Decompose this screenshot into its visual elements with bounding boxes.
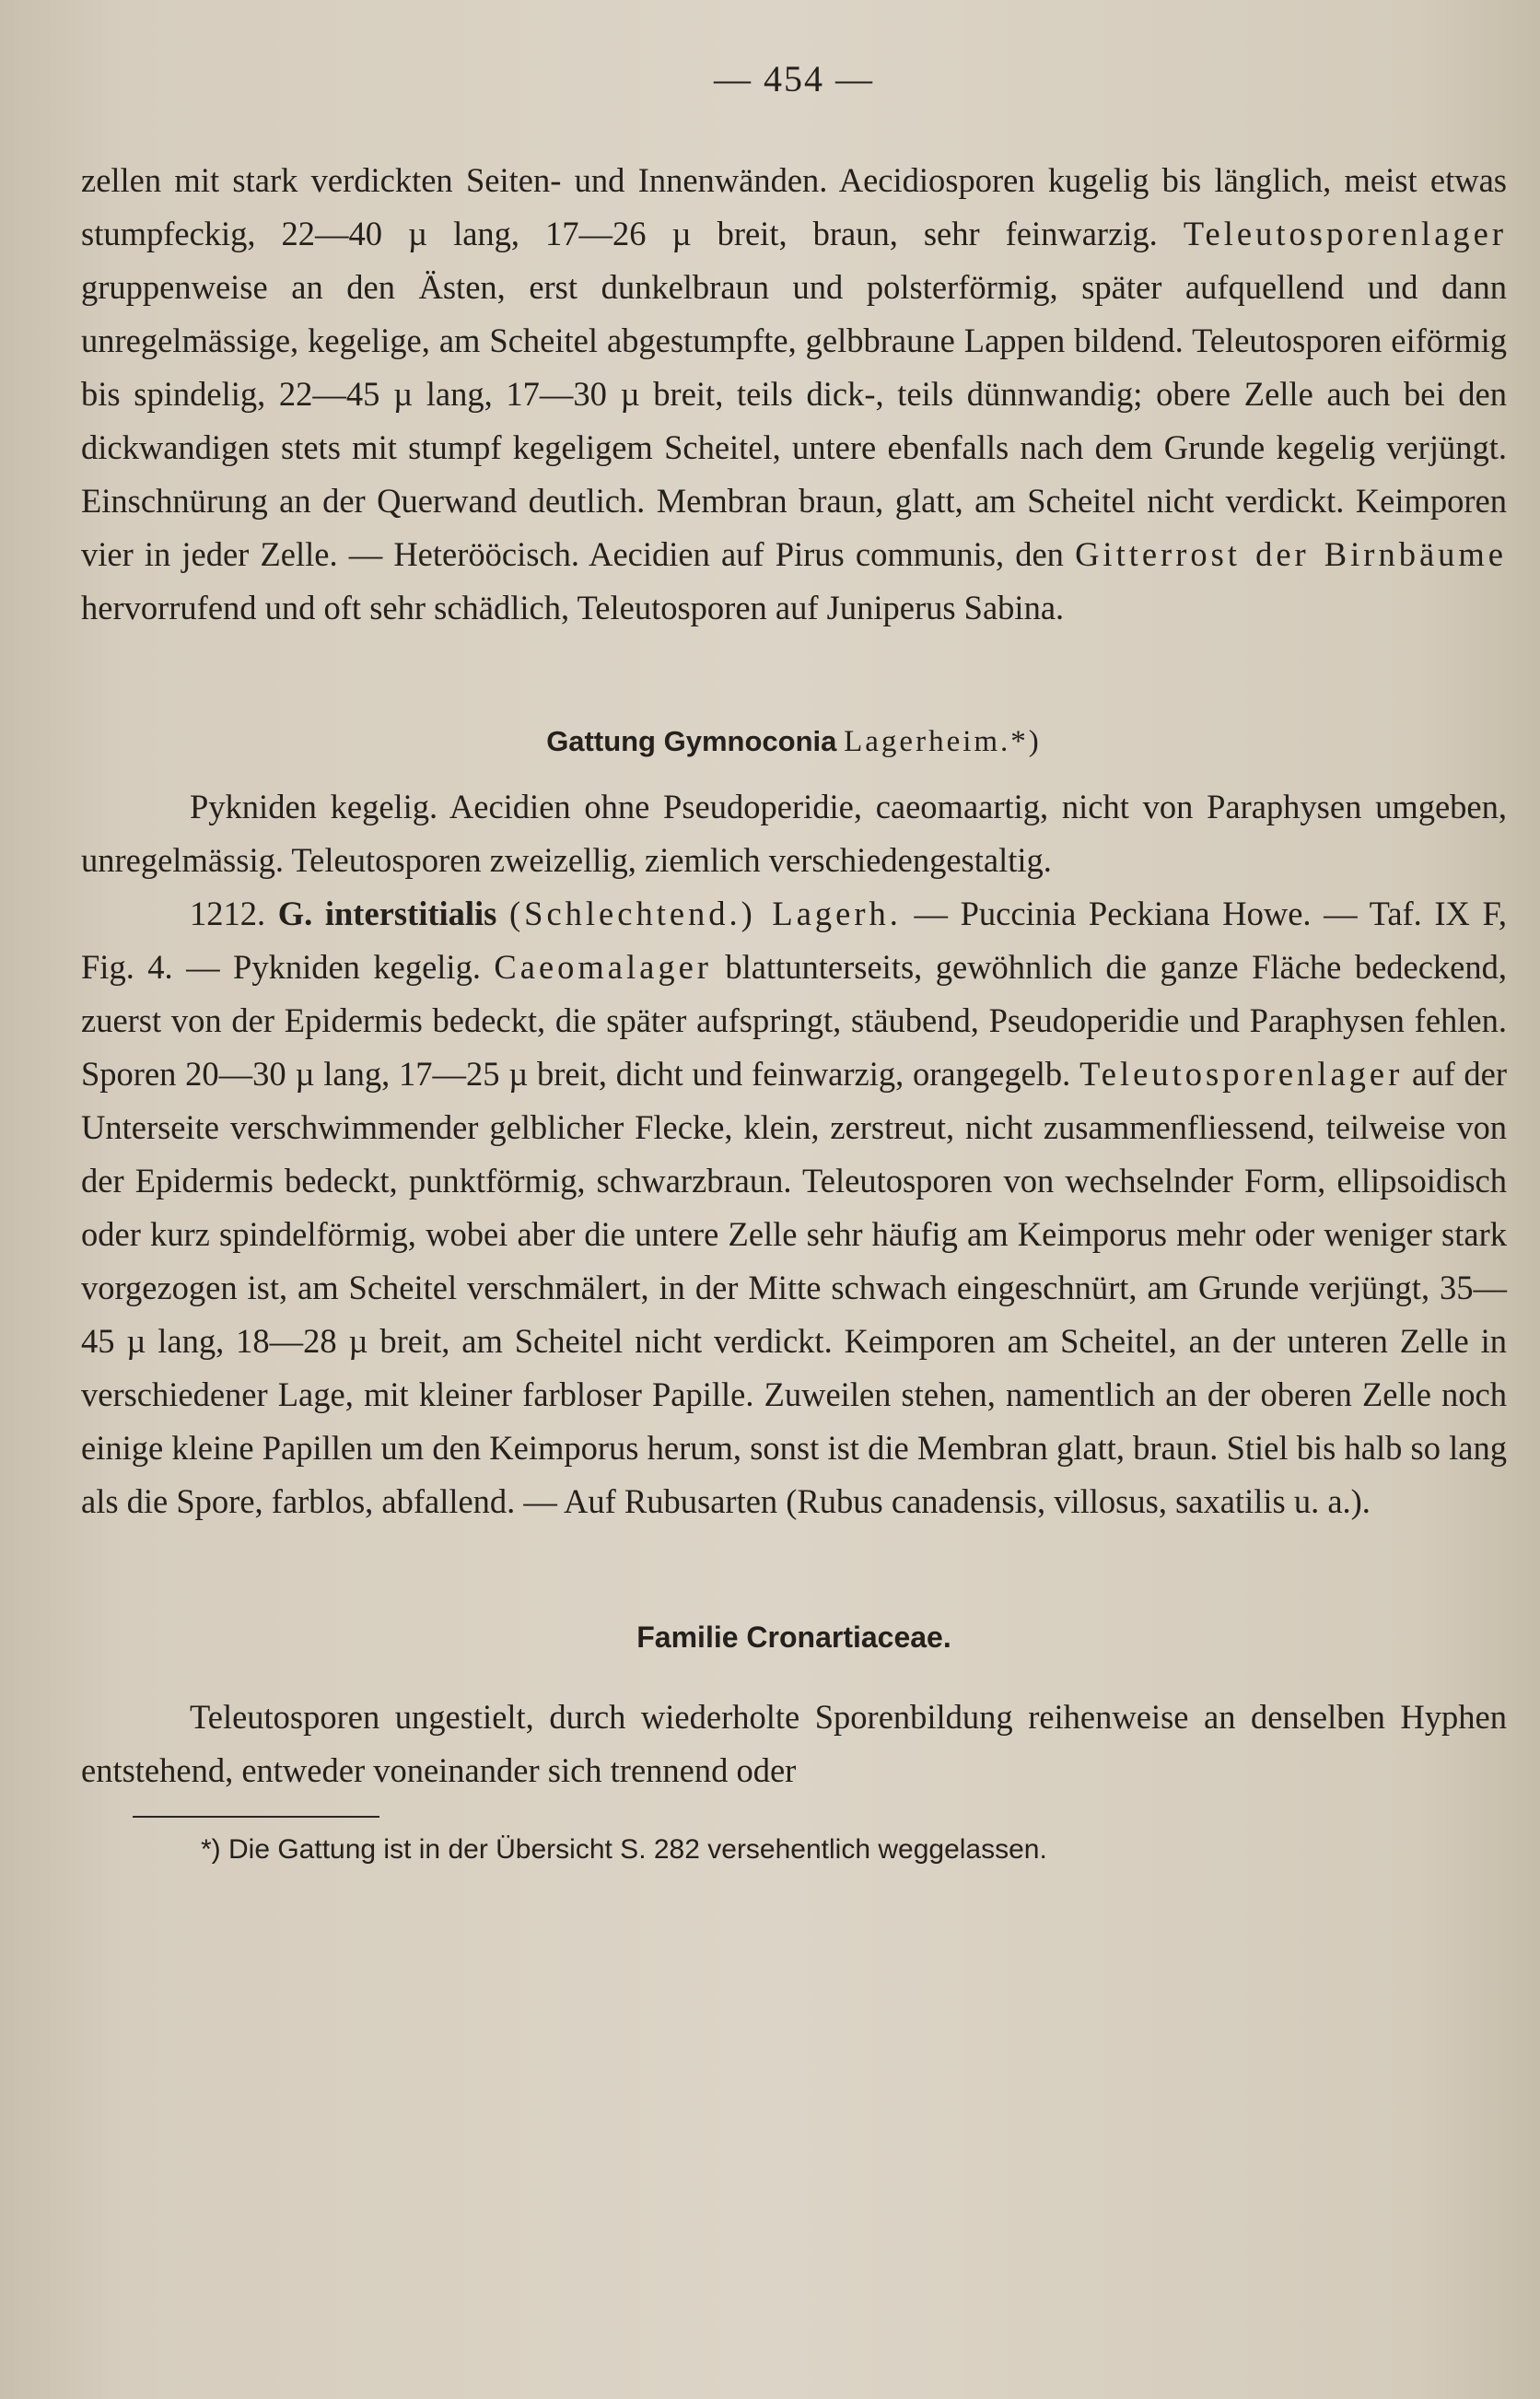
spaced-term: Gitterrost der Birnbäume (1075, 535, 1507, 573)
genus-heading-label: Gattung Gymnoconia (546, 725, 837, 757)
species-number: 1212. (190, 895, 266, 932)
species-entry (81, 887, 1507, 1528)
species-name: G. interstitialis (277, 895, 497, 932)
text-run: hervorrufend und oft sehr schädlich, Teleutosporen auf Juniperus Sabina. (81, 589, 1065, 626)
genus-heading (81, 716, 1507, 767)
text-run: — Puccinia Peckiana Howe. — Taf. IX F, Fig. 4. — Pykniden kegelig. (81, 895, 1508, 986)
genus-description: Pykniden kegelig. Aecidien ohne Pseudoperidie, caeomaartig, nicht von Paraphysen umgeben, unregelmässig. Teleutosporen zweizellig, ziemlich verschiedengestaltig. (81, 788, 1507, 879)
text-run: gruppenweise an den Ästen, erst dunkelbraun und polsterförmig, später aufquellend und dann unregelmässige, kegelige, am Scheitel abgestumpfte, gelbbraune Lappen bildend. Teleutosporen eiförmig bis spindelig, 22—45 µ lang, 17—30 µ breit, teils dick-, teils dünnwandig; obere Zelle auch bei den dickwandigen stets mit stumpf kegeligem Scheitel, untere ebenfalls nach dem Grunde kegelig verjüngt. Einschnürung an der Querwand deutlich. Membran braun, glatt, am Scheitel nicht verdickt. Keimporen vier in jeder Zelle. — Heterööcisch. Aecidien auf Pirus communis, den (81, 268, 1507, 573)
spaced-term: Teleutosporenlager (1183, 215, 1507, 252)
spaced-term: Caeomalager (494, 948, 712, 986)
page-number: — 454 — (714, 58, 874, 99)
continued-paragraph (81, 154, 1507, 635)
family-description: Teleutosporen ungestielt, durch wiederholte Sporenbildung reihenweise an denselben Hyphen entstehend, entweder voneinander sich trennend oder (81, 1698, 1507, 1789)
text-run: zellen mit stark verdickten Seiten- und Innenwänden. Aecidiosporen kugelig bis länglich, meist etwas stumpfeckig, 22—40 µ lang, 17—26 µ breit, braun, sehr feinwarzig. (81, 161, 1507, 252)
footnote: *) Die Gattung ist in der Übersicht S. 282 versehentlich weggelassen. (201, 1834, 1047, 1865)
species-author: (Schlechtend.) Lagerh. (509, 895, 902, 932)
text-run: blattunterseits, gewöhnlich die ganze Fläche bedeckend, zuerst von der Epidermis bedeckt, die später aufspringt, stäubend, Pseudoperidie und Paraphysen fehlen. Sporen 20—30 µ lang, 17—25 µ breit, dicht und feinwarzig, orangegelb. (81, 948, 1508, 1093)
spaced-term: Teleutosporenlager (1079, 1055, 1404, 1093)
family-heading: Familie Cronartiaceae. (636, 1621, 951, 1654)
text-run: auf der Unterseite verschwimmender gelblicher Flecke, klein, zerstreut, nicht zusammenfliessend, teilweise von der Epidermis bedeckt, punktförmig, schwarzbraun. Teleutosporen von wechselnder Form, ellipsoidisch oder kurz spindelförmig, wobei aber die untere Zelle sehr häufig am Keimporus mehr oder weniger stark vorgezogen ist, am Scheitel verschmälert, in der Mitte schwach eingeschnürt, am Grunde verjüngt, 35—45 µ lang, 18—28 µ breit, am Scheitel nicht verdickt. Keimporen am Scheitel, an der unteren Zelle in verschiedener Lage, mit kleiner farbloser Papille. Zuweilen stehen, namentlich an der oberen Zelle noch einige kleine Papillen um den Keimporus herum, sonst ist die Membran glatt, braun. Stiel bis halb so lang als die Spore, farblos, abfallend. — Auf Rubusarten (Rubus canadensis, villosus, saxatilis u. a.). (81, 1055, 1507, 1520)
genus-heading-author: Lagerheim.*) (844, 725, 1042, 758)
footnote-divider (133, 1816, 379, 1818)
